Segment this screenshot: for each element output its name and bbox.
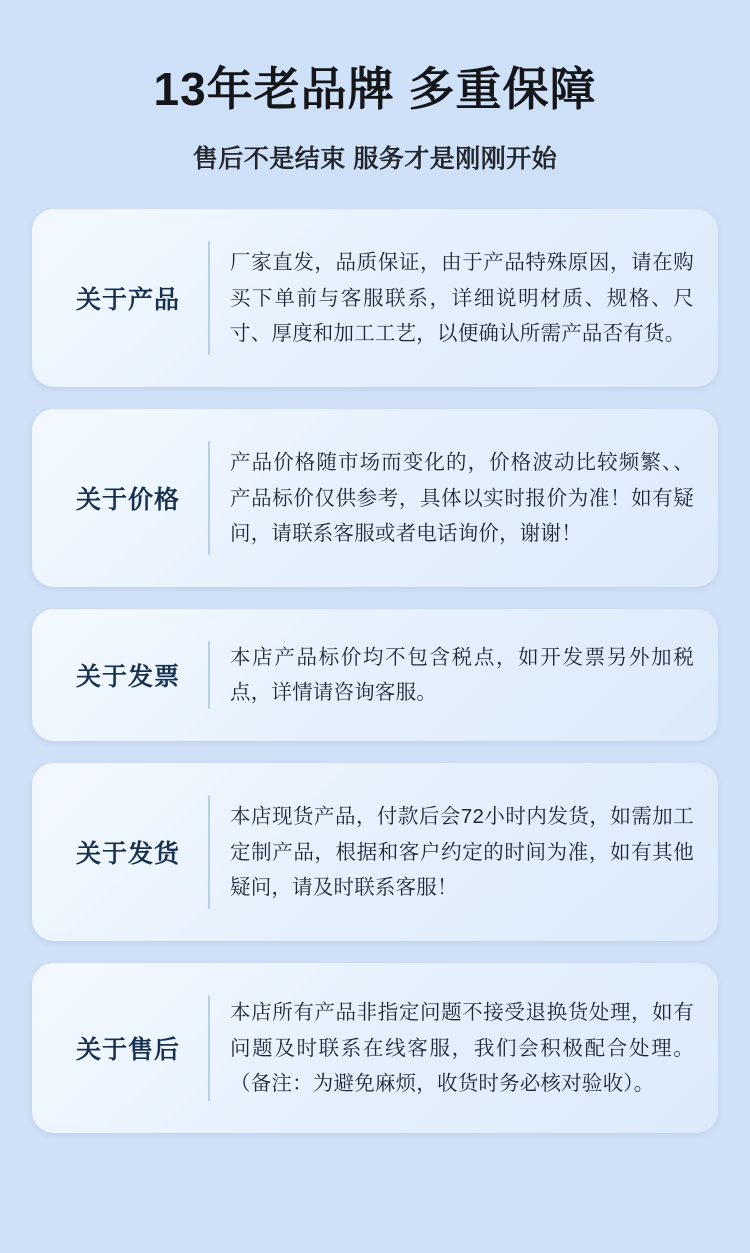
info-card-text: 本店现货产品，付款后会72小时内发货，如需加工定制产品，根据和客户约定的时间为准，如有其他疑问，请及时联系客服！ bbox=[230, 805, 694, 899]
info-card-after-sales bbox=[32, 963, 718, 1133]
info-card-price bbox=[32, 409, 718, 587]
info-card-text: 产品价格随市场而变化的，价格波动比较频繁、、产品标价仅供参考，具体以实时报价为准！如有疑问，请联系客服或者电话询价，谢谢！ bbox=[230, 451, 694, 545]
info-card-shipping bbox=[32, 763, 718, 941]
vertical-divider bbox=[208, 241, 210, 355]
info-card-list bbox=[0, 209, 750, 1133]
info-card-invoice bbox=[32, 609, 718, 741]
info-card-label: 关于价格 bbox=[76, 486, 181, 515]
info-card-label: 关于产品 bbox=[76, 286, 181, 315]
vertical-divider bbox=[208, 641, 210, 709]
vertical-divider bbox=[208, 795, 210, 909]
page-subtitle: 售后不是结束 服务才是刚刚开始 bbox=[192, 145, 558, 174]
info-card-text: 本店产品标价均不包含税点，如开发票另外加税点，详情请咨询客服。 bbox=[230, 645, 694, 705]
info-card-label: 关于发货 bbox=[76, 840, 181, 869]
vertical-divider bbox=[208, 441, 210, 555]
vertical-divider bbox=[208, 995, 210, 1101]
info-card-label: 关于售后 bbox=[76, 1036, 181, 1065]
info-card-text: 本店所有产品非指定问题不接受退换货处理，如有问题及时联系在线客服，我们会积极配合处理。（备注：为避免麻烦，收货时务必核对验收）。 bbox=[230, 1001, 694, 1095]
info-card-text: 厂家直发，品质保证，由于产品特殊原因，请在购买下单前与客服联系，详细说明材质、规格、尺寸、厚度和加工工艺，以便确认所需产品否有货。 bbox=[230, 251, 694, 345]
info-card-product bbox=[32, 209, 718, 387]
page-title: 13年老品牌 多重保障 bbox=[153, 63, 597, 115]
info-card-label: 关于发票 bbox=[76, 663, 181, 692]
page-header bbox=[0, 0, 750, 175]
